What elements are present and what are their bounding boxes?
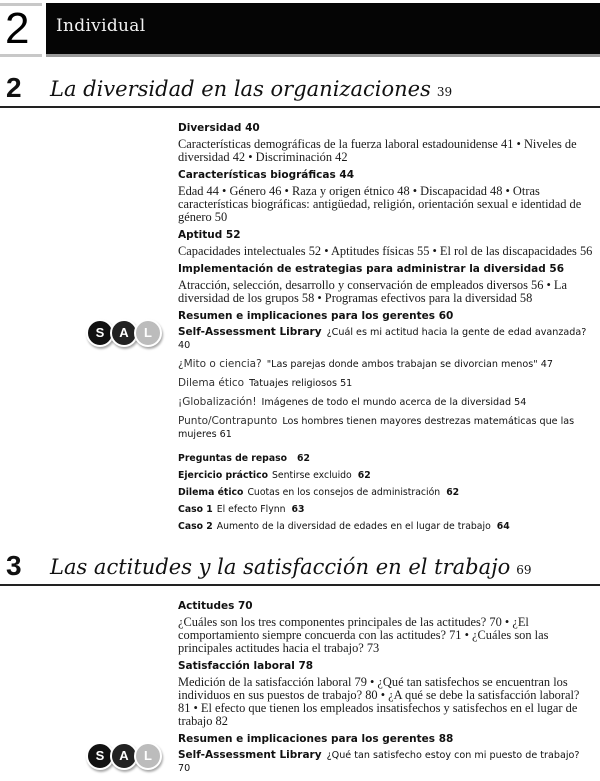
part-title-bar <box>46 3 600 57</box>
end-item-page: 62 <box>357 470 371 481</box>
section-body: Capacidades intelectuales 52 • Aptitudes físicas 55 • El rol de las discapacidades 56 <box>178 244 593 258</box>
end-item-text: Sentirse excluido <box>272 470 352 481</box>
feature-label: Dilema ético <box>178 377 245 389</box>
section-body: Características demográficas de la fuerza laboral estadounidense 41 • Niveles de diversidad 42 • Discriminación 42 <box>178 137 577 164</box>
chapter-page: 39 <box>436 85 453 99</box>
chapter-number: 2 <box>6 72 22 103</box>
feature-label: Self-Assessment Library <box>178 749 322 761</box>
chapter-title-text[interactable]: La diversidad en las organizaciones <box>50 77 431 101</box>
section-body: Atracción, selección, desarrollo y conservación de empleados diversos 56 • La diversidad de los grupos 58 • Programas efectivos para la diversidad 58 <box>178 278 567 305</box>
feature-ethical-dilemma <box>178 377 593 390</box>
end-item <box>178 470 593 482</box>
sal-a-icon: A <box>110 319 138 347</box>
end-item <box>178 487 593 499</box>
feature-self-assessment <box>95 748 593 775</box>
chapter-2 <box>0 73 600 533</box>
feature-text: "Las parejas donde ambos trabajan se divorcian menos" 47 <box>266 359 553 370</box>
part-header <box>0 3 600 57</box>
sal-s-icon: S <box>86 742 114 770</box>
chapter-title-text[interactable]: Las actitudes y la satisfacción en el trabajo <box>50 555 511 579</box>
chapter-3-contents <box>95 587 593 775</box>
end-item-text: El efecto Flynn <box>216 504 286 515</box>
self-assessment-library-logo <box>86 319 166 347</box>
end-item-label: Caso 1 <box>178 504 213 515</box>
chapter-2-contents <box>95 109 593 533</box>
feature-globalization <box>178 396 593 409</box>
feature-myth-science <box>178 358 593 371</box>
self-assessment-library-logo <box>86 742 166 770</box>
end-of-chapter-items <box>178 453 593 533</box>
chapter-2-header <box>0 73 600 109</box>
feature-label: Self-Assessment Library <box>178 326 322 338</box>
section-heading[interactable]: Resumen e implicaciones para los gerentes 60 <box>178 310 454 322</box>
sal-l-icon: L <box>134 742 162 770</box>
section-heading[interactable]: Actitudes 70 <box>178 600 253 612</box>
end-item <box>178 453 593 465</box>
end-item-label: Caso 2 <box>178 521 213 532</box>
section-body: ¿Cuáles son los tres componentes principales de las actitudes? 70 • ¿El comportamiento siempre concuerda con las actitudes? 71 • ¿Cuáles son las principales actitudes hacia el trabajo? 73 <box>178 615 549 655</box>
section-heading[interactable]: Diversidad 40 <box>178 122 260 134</box>
chapter-rule <box>0 106 600 108</box>
section-heading[interactable]: Satisfacción laboral 78 <box>178 660 314 672</box>
section-body: Edad 44 • Género 46 • Raza y origen étnico 48 • Discapacidad 48 • Otras características biográficas: antigüedad, religión, orientación sexual e identidad de género 50 <box>178 184 582 224</box>
chapter-3 <box>0 551 600 775</box>
feature-text: Tatuajes religiosos 51 <box>249 378 353 389</box>
feature-label: ¡Globalización! <box>178 396 257 408</box>
feature-text: ¿Qué tan satisfecho estoy con mi puesto de trabajo? 70 <box>178 750 580 774</box>
feature-label: Punto/Contrapunto <box>178 415 278 427</box>
end-item-label: Ejercicio práctico <box>178 470 268 481</box>
end-item-page: 63 <box>291 504 305 515</box>
chapter-page: 69 <box>516 563 532 577</box>
sal-a-icon: A <box>110 742 138 770</box>
chapter-number: 3 <box>6 550 22 581</box>
end-item <box>178 521 593 533</box>
feature-text: Los hombres tienen mayores destrezas matemáticas que las mujeres 61 <box>178 416 575 440</box>
chapter-title[interactable] <box>50 76 452 105</box>
section-heading[interactable]: Aptitud 52 <box>178 229 241 241</box>
end-item <box>178 504 593 516</box>
feature-text: ¿Cuál es mi actitud hacia la gente de edad avanzada? 40 <box>178 327 587 351</box>
feature-label: ¿Mito o ciencia? <box>178 358 262 370</box>
part-title: Individual <box>56 16 146 36</box>
section-heading[interactable]: Implementación de estrategias para administrar la diversidad 56 <box>178 263 565 275</box>
feature-point-counterpoint <box>178 415 593 441</box>
section-heading[interactable]: Características biográficas 44 <box>178 169 354 181</box>
feature-self-assessment <box>95 325 593 352</box>
end-item-label: Dilema ético <box>178 487 244 498</box>
feature-text: Imágenes de todo el mundo acerca de la diversidad 54 <box>261 397 527 408</box>
section-body: Medición de la satisfacción laboral 79 • ¿Qué tan satisfechos se encuentran los individuos en sus puestos de trabajo? 80 • ¿A qué se debe la satisfacción laboral? 81 • El efecto que tienen los empleados insatisfechos y satisfechos en el lugar de trabajo 82 <box>178 675 580 728</box>
section-heading[interactable]: Resumen e implicaciones para los gerentes 88 <box>178 733 454 745</box>
end-item-text: Aumento de la diversidad de edades en el lugar de trabajo <box>216 521 491 532</box>
sal-l-icon: L <box>134 319 162 347</box>
end-item-label: Preguntas de repaso <box>178 453 288 464</box>
sal-s-icon: S <box>86 319 114 347</box>
chapter-title[interactable] <box>50 554 532 583</box>
part-number: 2 <box>0 3 42 57</box>
end-item-page: 64 <box>496 521 510 532</box>
end-item-page: 62 <box>446 487 460 498</box>
end-item-page: 62 <box>297 453 310 464</box>
end-item-text: Cuotas en los consejos de administración <box>247 487 441 498</box>
chapter-rule <box>0 584 600 586</box>
chapter-3-header <box>0 551 600 587</box>
